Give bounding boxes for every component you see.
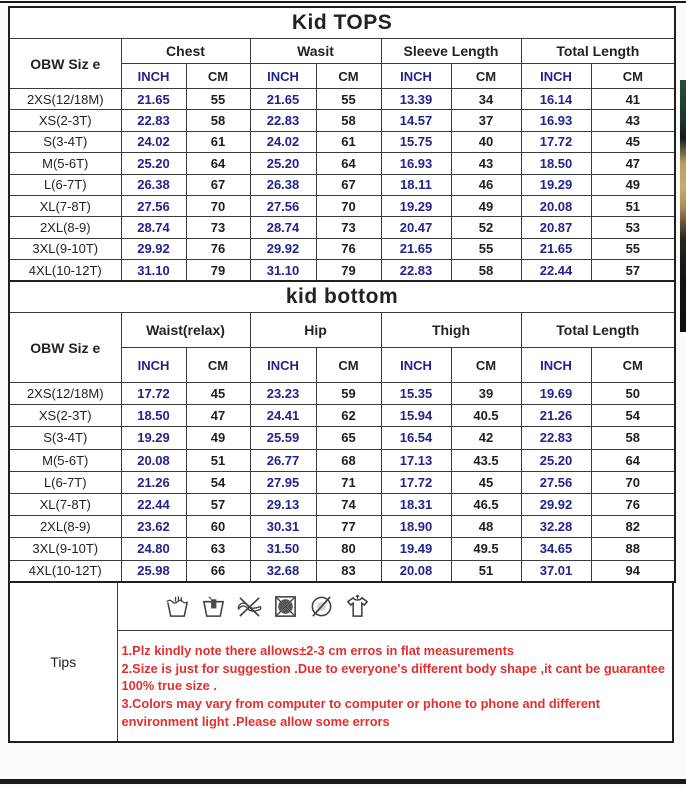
size-cell: S(3-4T) <box>9 427 121 449</box>
inch-value-cell: 21.26 <box>521 405 591 427</box>
inch-value-cell: 29.92 <box>250 238 316 259</box>
inch-value-cell: 17.72 <box>521 131 591 152</box>
table-row <box>9 493 675 515</box>
waist-group-header: Wasit <box>250 39 381 64</box>
inch-value-cell: 22.83 <box>121 110 186 131</box>
table-row <box>9 238 675 259</box>
size-cell: S(3-4T) <box>9 131 121 152</box>
inch-value-cell: 15.94 <box>381 405 451 427</box>
cm-value-cell: 67 <box>316 174 381 195</box>
tips-label: Tips <box>9 582 117 742</box>
unit-header-inch: INCH <box>381 348 451 383</box>
inch-value-cell: 19.29 <box>521 174 591 195</box>
inch-value-cell: 21.65 <box>121 89 186 110</box>
cm-value-cell: 76 <box>316 238 381 259</box>
cm-value-cell: 55 <box>186 89 250 110</box>
cm-value-cell: 49 <box>186 427 250 449</box>
size-column-header: OBW Siz e <box>9 39 121 89</box>
cm-value-cell: 53 <box>591 217 675 238</box>
inch-value-cell: 25.20 <box>121 153 186 174</box>
inch-value-cell: 20.47 <box>381 217 451 238</box>
size-cell: M(5-6T) <box>9 449 121 471</box>
care-icons-cell <box>117 582 673 631</box>
inch-value-cell: 21.65 <box>521 238 591 259</box>
cm-value-cell: 43.5 <box>451 449 521 471</box>
cm-value-cell: 39 <box>451 383 521 405</box>
cm-value-cell: 55 <box>451 238 521 259</box>
inch-value-cell: 27.56 <box>250 195 316 216</box>
cm-value-cell: 59 <box>316 383 381 405</box>
chest-group-header: Chest <box>121 39 250 64</box>
unit-header-inch: INCH <box>250 64 316 89</box>
inch-value-cell: 18.11 <box>381 174 451 195</box>
inch-value-cell: 18.50 <box>121 405 186 427</box>
cm-value-cell: 76 <box>186 238 250 259</box>
table-row <box>9 471 675 493</box>
top-border-line <box>0 1 686 3</box>
cm-value-cell: 46.5 <box>451 493 521 515</box>
table-row <box>9 383 675 405</box>
cm-value-cell: 70 <box>591 471 675 493</box>
cm-value-cell: 50 <box>591 383 675 405</box>
cm-value-cell: 60 <box>186 516 250 538</box>
cm-value-cell: 49 <box>591 174 675 195</box>
size-cell: M(5-6T) <box>9 153 121 174</box>
do-not-tumble-dry-icon <box>272 593 299 620</box>
unit-header-cm: CM <box>591 348 675 383</box>
size-cell: 2XL(8-9) <box>9 217 121 238</box>
inch-value-cell: 20.08 <box>381 560 451 582</box>
inch-value-cell: 16.93 <box>381 153 451 174</box>
tip-note-3: 3.Colors may vary from computer to computer or phone to phone and different environment light .Please allow some errors <box>121 696 601 729</box>
inch-value-cell: 25.98 <box>121 560 186 582</box>
table-row <box>9 153 675 174</box>
cm-value-cell: 51 <box>451 560 521 582</box>
inch-value-cell: 22.44 <box>521 260 591 281</box>
inch-value-cell: 17.72 <box>381 471 451 493</box>
inch-value-cell: 15.35 <box>381 383 451 405</box>
cm-value-cell: 45 <box>591 131 675 152</box>
cm-value-cell: 73 <box>316 217 381 238</box>
table-row <box>9 110 675 131</box>
inch-value-cell: 24.02 <box>121 131 186 152</box>
do-not-wring-icon <box>236 593 263 620</box>
unit-header-cm: CM <box>316 348 381 383</box>
cm-value-cell: 63 <box>186 538 250 560</box>
cm-value-cell: 52 <box>451 217 521 238</box>
size-cell: XL(7-8T) <box>9 195 121 216</box>
cm-value-cell: 43 <box>591 110 675 131</box>
inch-value-cell: 31.10 <box>121 260 186 281</box>
kid-bottom-table <box>8 280 676 583</box>
size-cell: 4XL(10-12T) <box>9 560 121 582</box>
inch-value-cell: 20.87 <box>521 217 591 238</box>
cm-value-cell: 58 <box>451 260 521 281</box>
unit-header-cm: CM <box>451 64 521 89</box>
cm-value-cell: 65 <box>316 427 381 449</box>
inch-value-cell: 28.74 <box>250 217 316 238</box>
cm-value-cell: 71 <box>316 471 381 493</box>
cm-value-cell: 76 <box>591 493 675 515</box>
kid-tops-title: Kid TOPS <box>9 7 675 39</box>
inch-value-cell: 22.83 <box>521 427 591 449</box>
inch-value-cell: 17.72 <box>121 383 186 405</box>
inch-value-cell: 34.65 <box>521 538 591 560</box>
cm-value-cell: 43 <box>451 153 521 174</box>
cm-value-cell: 41 <box>591 89 675 110</box>
cm-value-cell: 47 <box>591 153 675 174</box>
unit-header-cm: CM <box>591 64 675 89</box>
size-cell: XS(2-3T) <box>9 110 121 131</box>
cm-value-cell: 66 <box>186 560 250 582</box>
inch-value-cell: 13.39 <box>381 89 451 110</box>
unit-header-inch: INCH <box>250 348 316 383</box>
tips-notes-cell <box>117 631 673 743</box>
cm-value-cell: 55 <box>316 89 381 110</box>
unit-header-inch: INCH <box>521 348 591 383</box>
inch-value-cell: 16.14 <box>521 89 591 110</box>
cm-value-cell: 79 <box>316 260 381 281</box>
cm-value-cell: 68 <box>316 449 381 471</box>
cm-value-cell: 49.5 <box>451 538 521 560</box>
size-cell: 4XL(10-12T) <box>9 260 121 281</box>
table-row <box>9 217 675 238</box>
inch-value-cell: 28.74 <box>121 217 186 238</box>
cm-value-cell: 54 <box>591 405 675 427</box>
tip-note-2: 2.Size is just for suggestion .Due to everyone's different body shape ,it cant be guarantee 100% true size . <box>121 660 665 694</box>
inch-value-cell: 18.50 <box>521 153 591 174</box>
inch-value-cell: 24.41 <box>250 405 316 427</box>
inch-value-cell: 27.56 <box>121 195 186 216</box>
kid-tops-table <box>8 6 676 282</box>
bottom-border-line <box>0 779 686 784</box>
cm-value-cell: 51 <box>186 449 250 471</box>
inch-value-cell: 15.75 <box>381 131 451 152</box>
inch-value-cell: 19.69 <box>521 383 591 405</box>
cm-value-cell: 42 <box>451 427 521 449</box>
table-row <box>9 405 675 427</box>
inch-value-cell: 16.93 <box>521 110 591 131</box>
unit-header-cm: CM <box>316 64 381 89</box>
table-row <box>9 516 675 538</box>
inch-value-cell: 24.02 <box>250 131 316 152</box>
table-row <box>9 260 675 281</box>
inch-value-cell: 21.65 <box>250 89 316 110</box>
size-cell: 2XL(8-9) <box>9 516 121 538</box>
wash-tub-icon <box>200 593 227 620</box>
cm-value-cell: 94 <box>591 560 675 582</box>
cm-value-cell: 34 <box>451 89 521 110</box>
table-row <box>9 89 675 110</box>
do-not-dry-clean-icon <box>308 593 335 620</box>
size-cell: 2XS(12/18M) <box>9 383 121 405</box>
cm-value-cell: 45 <box>186 383 250 405</box>
unit-header-cm: CM <box>186 348 250 383</box>
kid-bottom-title: kid bottom <box>9 281 675 313</box>
inch-value-cell: 22.83 <box>381 260 451 281</box>
inch-value-cell: 27.56 <box>521 471 591 493</box>
inch-value-cell: 18.90 <box>381 516 451 538</box>
inch-value-cell: 25.59 <box>250 427 316 449</box>
unit-header-inch: INCH <box>121 348 186 383</box>
size-cell: 2XS(12/18M) <box>9 89 121 110</box>
cm-value-cell: 73 <box>186 217 250 238</box>
tip-note-1: 1.Plz kindly note there allows±2-3 cm erros in flat measurements <box>121 643 514 659</box>
inch-value-cell: 25.20 <box>521 449 591 471</box>
inch-value-cell: 30.31 <box>250 516 316 538</box>
inch-value-cell: 24.80 <box>121 538 186 560</box>
cm-value-cell: 48 <box>451 516 521 538</box>
inch-value-cell: 26.38 <box>121 174 186 195</box>
size-cell: 3XL(9-10T) <box>9 238 121 259</box>
inch-value-cell: 19.49 <box>381 538 451 560</box>
unit-header-cm: CM <box>451 348 521 383</box>
total-length-group-header: Total Length <box>521 39 675 64</box>
cm-value-cell: 49 <box>451 195 521 216</box>
cm-value-cell: 40 <box>451 131 521 152</box>
inch-value-cell: 26.77 <box>250 449 316 471</box>
cm-value-cell: 77 <box>316 516 381 538</box>
cm-value-cell: 40.5 <box>451 405 521 427</box>
inch-value-cell: 14.57 <box>381 110 451 131</box>
cm-value-cell: 61 <box>316 131 381 152</box>
inch-value-cell: 21.26 <box>121 471 186 493</box>
cm-value-cell: 37 <box>451 110 521 131</box>
cm-value-cell: 82 <box>591 516 675 538</box>
inch-value-cell: 26.38 <box>250 174 316 195</box>
sleeve-length-group-header: Sleeve Length <box>381 39 521 64</box>
cm-value-cell: 57 <box>186 493 250 515</box>
inch-value-cell: 23.23 <box>250 383 316 405</box>
table-row <box>9 427 675 449</box>
thigh-group-header: Thigh <box>381 313 521 348</box>
photo-edge-strip <box>680 80 686 332</box>
cm-value-cell: 51 <box>591 195 675 216</box>
inch-value-cell: 29.92 <box>121 238 186 259</box>
size-chart-sheet <box>8 6 674 743</box>
hand-wash-icon <box>164 593 191 620</box>
size-cell: XS(2-3T) <box>9 405 121 427</box>
unit-header-cm: CM <box>186 64 250 89</box>
cm-value-cell: 64 <box>316 153 381 174</box>
cm-value-cell: 46 <box>451 174 521 195</box>
inch-value-cell: 16.54 <box>381 427 451 449</box>
table-row <box>9 131 675 152</box>
cm-value-cell: 83 <box>316 560 381 582</box>
inch-value-cell: 29.92 <box>521 493 591 515</box>
table-row <box>9 538 675 560</box>
inch-value-cell: 20.08 <box>121 449 186 471</box>
inch-value-cell: 32.68 <box>250 560 316 582</box>
cm-value-cell: 80 <box>316 538 381 560</box>
unit-header-inch: INCH <box>521 64 591 89</box>
cm-value-cell: 70 <box>186 195 250 216</box>
inch-value-cell: 25.20 <box>250 153 316 174</box>
size-column-header: OBW Siz e <box>9 313 121 383</box>
cm-value-cell: 70 <box>316 195 381 216</box>
hip-group-header: Hip <box>250 313 381 348</box>
cm-value-cell: 57 <box>591 260 675 281</box>
inch-value-cell: 32.28 <box>521 516 591 538</box>
inch-value-cell: 21.65 <box>381 238 451 259</box>
unit-header-inch: INCH <box>381 64 451 89</box>
cm-value-cell: 58 <box>316 110 381 131</box>
inch-value-cell: 29.13 <box>250 493 316 515</box>
inch-value-cell: 22.44 <box>121 493 186 515</box>
inch-value-cell: 22.83 <box>250 110 316 131</box>
cm-value-cell: 88 <box>591 538 675 560</box>
cm-value-cell: 58 <box>591 427 675 449</box>
inch-value-cell: 27.95 <box>250 471 316 493</box>
cm-value-cell: 74 <box>316 493 381 515</box>
cm-value-cell: 79 <box>186 260 250 281</box>
cm-value-cell: 54 <box>186 471 250 493</box>
tips-section <box>8 581 674 743</box>
table-row <box>9 560 675 582</box>
size-cell: XL(7-8T) <box>9 493 121 515</box>
cm-value-cell: 62 <box>316 405 381 427</box>
table-row <box>9 195 675 216</box>
total-length-group-header: Total Length <box>521 313 675 348</box>
cm-value-cell: 64 <box>591 449 675 471</box>
cm-value-cell: 55 <box>591 238 675 259</box>
size-cell: L(6-7T) <box>9 471 121 493</box>
cm-value-cell: 64 <box>186 153 250 174</box>
inch-value-cell: 20.08 <box>521 195 591 216</box>
care-icons-row <box>164 593 672 620</box>
table-row <box>9 174 675 195</box>
inch-value-cell: 31.10 <box>250 260 316 281</box>
inch-value-cell: 18.31 <box>381 493 451 515</box>
inch-value-cell: 19.29 <box>381 195 451 216</box>
size-cell: 3XL(9-10T) <box>9 538 121 560</box>
cm-value-cell: 58 <box>186 110 250 131</box>
size-cell: L(6-7T) <box>9 174 121 195</box>
inch-value-cell: 37.01 <box>521 560 591 582</box>
cm-value-cell: 45 <box>451 471 521 493</box>
inch-value-cell: 19.29 <box>121 427 186 449</box>
table-row <box>9 449 675 471</box>
t-shirt-icon <box>344 593 371 620</box>
cm-value-cell: 47 <box>186 405 250 427</box>
cm-value-cell: 61 <box>186 131 250 152</box>
inch-value-cell: 23.62 <box>121 516 186 538</box>
unit-header-inch: INCH <box>121 64 186 89</box>
inch-value-cell: 17.13 <box>381 449 451 471</box>
waist-relax-group-header: Waist(relax) <box>121 313 250 348</box>
inch-value-cell: 31.50 <box>250 538 316 560</box>
cm-value-cell: 67 <box>186 174 250 195</box>
